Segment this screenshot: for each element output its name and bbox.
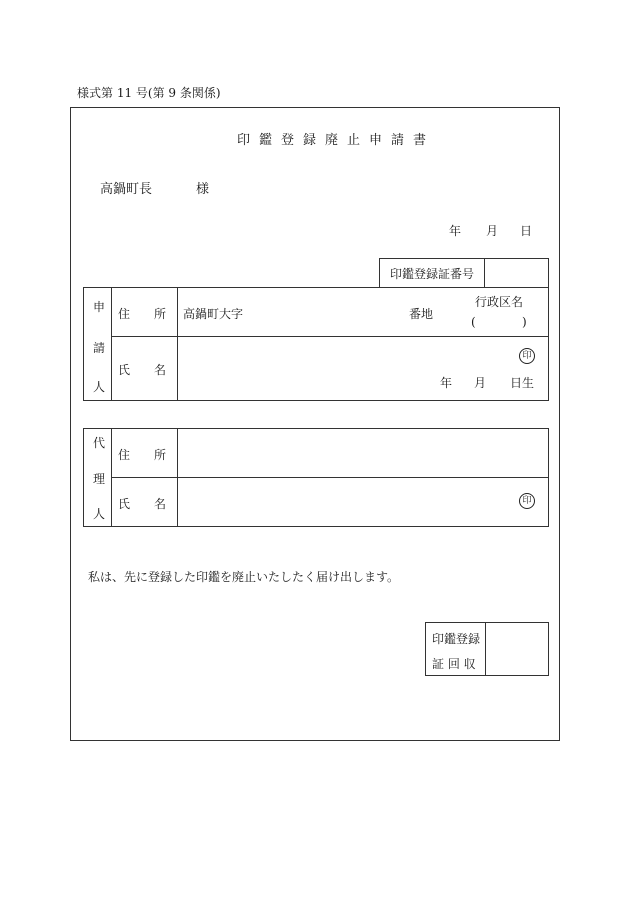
certificate-collected-divider <box>485 622 486 676</box>
agent-label-char-2: 理 <box>93 472 106 486</box>
applicant-col-divider-2 <box>177 287 178 401</box>
agent-label-char-1: 代 <box>93 436 106 450</box>
applicant-row-divider <box>111 336 549 337</box>
agent-label-char-3: 人 <box>93 507 106 521</box>
agent-seal-mark: 印 <box>519 493 535 509</box>
registration-number-label: 印鑑登録証番号 <box>390 267 475 281</box>
honorific: 様 <box>196 182 210 197</box>
date-day-label: 日 <box>520 224 533 238</box>
certificate-collected-line2: 証 回 収 <box>432 657 476 671</box>
applicant-address-prefix: 高鍋町大字 <box>183 307 244 321</box>
declaration-statement: 私は、先に登録した印鑑を廃止いたしたく届け出します。 <box>88 570 400 584</box>
applicant-district-paren-close: ) <box>522 315 527 329</box>
applicant-address-field[interactable] <box>245 300 395 324</box>
applicant-lot-label: 番地 <box>409 307 434 321</box>
registration-number-field[interactable] <box>490 262 544 284</box>
applicant-seal-mark: 印 <box>519 348 535 364</box>
agent-address-field[interactable] <box>185 438 540 466</box>
form-title: 印鑑登録廃止申請書 <box>237 133 436 148</box>
applicant-label-char-1: 申 <box>93 300 106 314</box>
agent-row-divider <box>111 477 549 478</box>
applicant-name-label: 氏 名 <box>118 363 167 377</box>
applicant-district-field[interactable] <box>480 314 520 332</box>
registration-number-divider <box>484 258 485 288</box>
applicant-birth-year-label: 年 <box>440 376 453 390</box>
date-month-label: 月 <box>486 224 499 238</box>
applicant-address-label: 住 所 <box>118 307 167 321</box>
certificate-collected-field[interactable] <box>490 627 544 671</box>
agent-name-field[interactable] <box>185 487 505 515</box>
applicant-name-field[interactable] <box>185 344 505 366</box>
applicant-birth-month-label: 月 <box>474 376 487 390</box>
applicant-label-char-3: 人 <box>93 380 106 394</box>
form-number: 様式第 11 号(第 9 条関係) <box>77 86 221 100</box>
applicant-col-divider-1 <box>111 287 112 401</box>
applicant-district-label: 行政区名 <box>475 295 524 309</box>
agent-address-label: 住 所 <box>118 448 167 462</box>
applicant-birth-day-label: 日生 <box>510 376 535 390</box>
certificate-collected-line1: 印鑑登録 <box>432 632 481 646</box>
applicant-district-paren-open: ( <box>471 315 476 329</box>
addressee: 高鍋町長 <box>100 182 153 197</box>
agent-name-label: 氏 名 <box>118 497 167 511</box>
date-year-label: 年 <box>449 224 462 238</box>
applicant-label-char-2: 請 <box>93 341 106 355</box>
